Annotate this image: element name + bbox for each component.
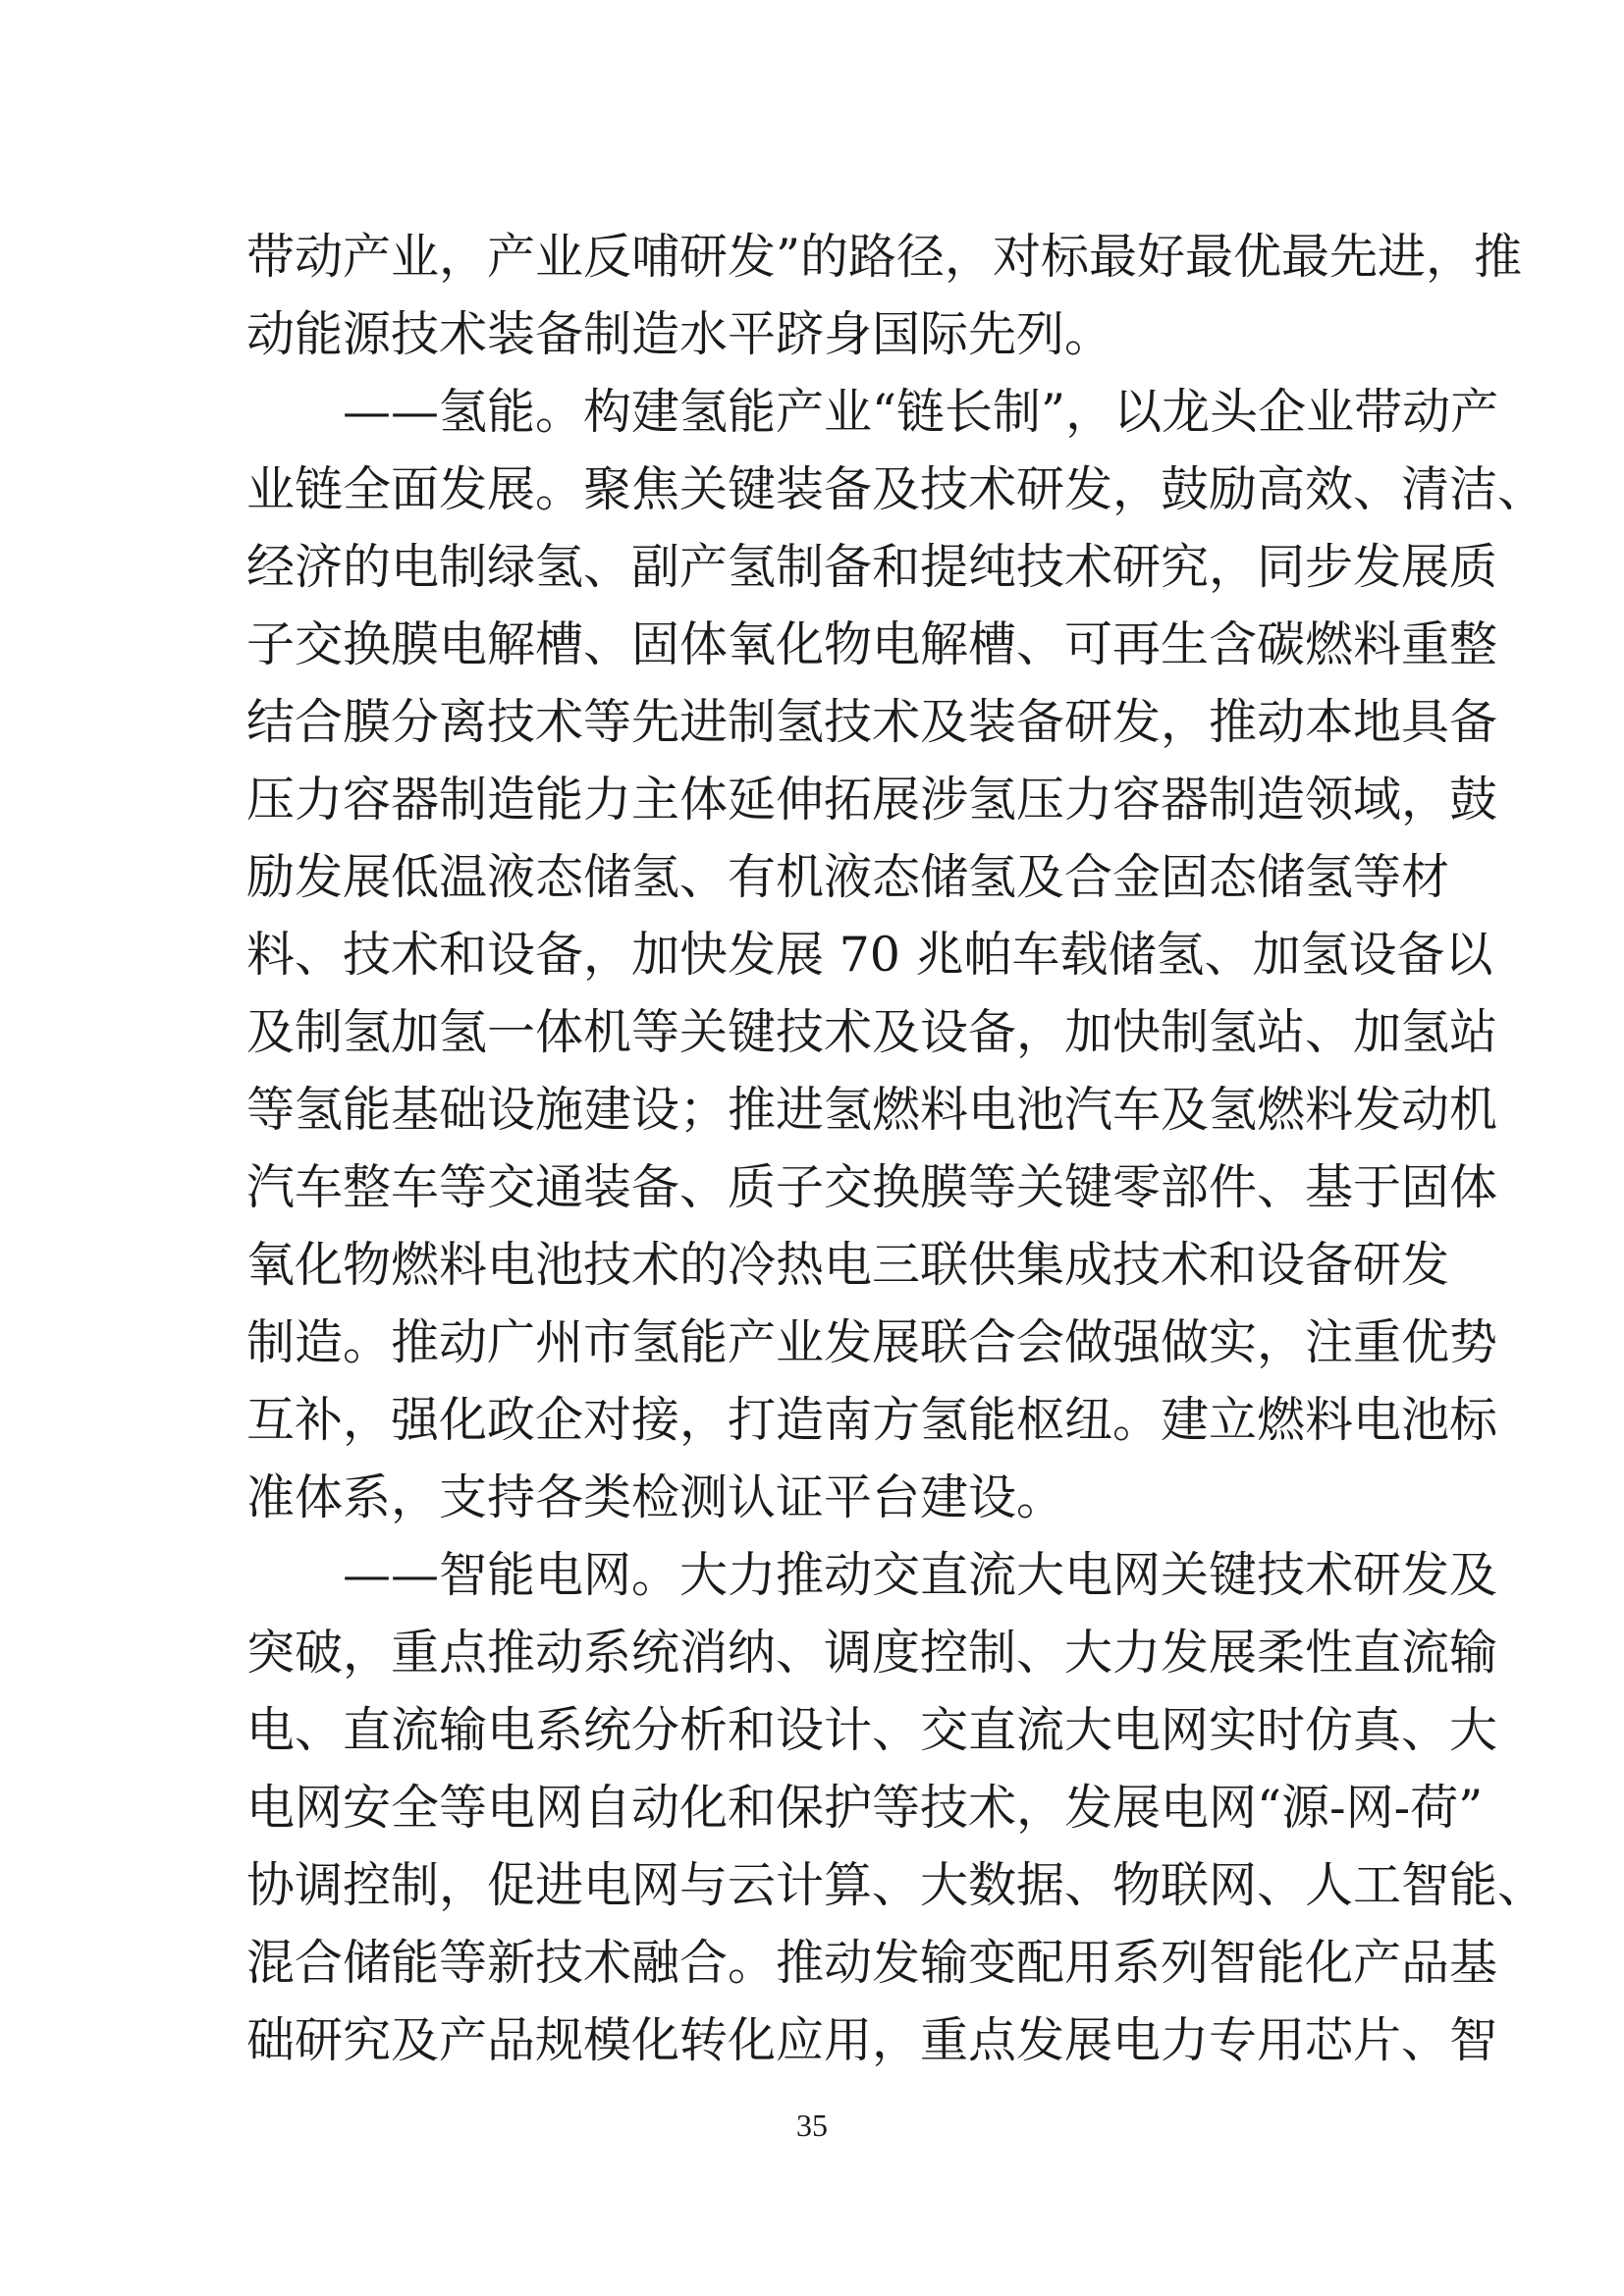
text-line: 压力容器制造能力主体延伸拓展涉氢压力容器制造领域，鼓 <box>246 772 1498 828</box>
text-line: 电网安全等电网自动化和保护等技术，发展电网“源-网-荷” <box>246 1780 1484 1836</box>
text-line: 业链全面发展。聚焦关键装备及技术研发，鼓励高效、清洁、 <box>246 461 1546 517</box>
text-line: 电、直流输电系统分析和设计、交直流大电网实时仿真、大 <box>246 1702 1498 1758</box>
text-line: 础研究及产品规模化转化应用，重点发展电力专用芯片、智 <box>246 2012 1498 2068</box>
text-line: ——氢能。构建氢能产业“链长制”，以龙头企业带动产 <box>343 384 1499 440</box>
text-line: 汽车整车等交通装备、质子交换膜等关键零部件、基于固体 <box>246 1159 1498 1215</box>
text-line: 准体系，支持各类检测认证平台建设。 <box>246 1469 1065 1525</box>
text-line: 结合膜分离技术等先进制氢技术及装备研发，推动本地具备 <box>246 694 1498 750</box>
text-line: 制造。推动广州市氢能产业发展联合会做强做实，注重优势 <box>246 1314 1498 1370</box>
text-line: 及制氢加氢一体机等关键技术及设备，加快制氢站、加氢站 <box>246 1004 1498 1060</box>
text-line: 动能源技术装备制造水平跻身国际先列。 <box>246 306 1113 362</box>
text-line: ——智能电网。大力推动交直流大电网关键技术研发及 <box>343 1547 1498 1603</box>
text-line: 励发展低温液态储氢、有机液态储氢及合金固态储氢等材 <box>246 849 1450 905</box>
text-line: 突破，重点推动系统消纳、调度控制、大力发展柔性直流输 <box>246 1625 1498 1681</box>
text-line: 带动产业，产业反哺研发”的路径，对标最好最优最先进，推 <box>246 229 1523 285</box>
text-line: 氧化物燃料电池技术的冷热电三联供集成技术和设备研发 <box>246 1237 1450 1293</box>
page-number: 35 <box>796 2108 828 2143</box>
text-line: 互补，强化政企对接，打造南方氢能枢纽。建立燃料电池标 <box>246 1392 1498 1448</box>
text-line: 等氢能基础设施建设；推进氢燃料电池汽车及氢燃料发动机 <box>246 1082 1498 1138</box>
text-line: 协调控制，促进电网与云计算、大数据、物联网、人工智能、 <box>246 1857 1546 1913</box>
text-line: 料、技术和设备，加快发展 70 兆帕车载储氢、加氢设备以 <box>246 927 1493 983</box>
text-line: 子交换膜电解槽、固体氧化物电解槽、可再生含碳燃料重整 <box>246 616 1498 672</box>
text-line: 混合储能等新技术融合。推动发输变配用系列智能化产品基 <box>246 1935 1498 1991</box>
text-line: 经济的电制绿氢、副产氢制备和提纯技术研究，同步发展质 <box>246 539 1498 595</box>
